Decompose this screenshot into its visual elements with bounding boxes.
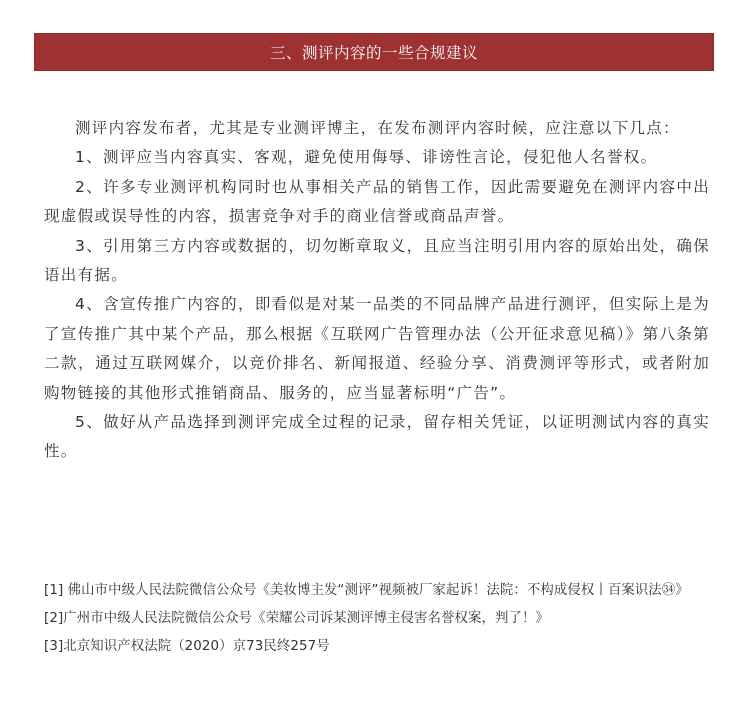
reference-item: [2]广州市中级人民法院微信公众号《荣耀公司诉某测评博主侵害名誉权案，判了！》 (44, 611, 549, 626)
article-body (44, 114, 710, 467)
section-title: 三、测评内容的一些合规建议 (269, 44, 478, 62)
list-item: 3、引用第三方内容或数据的，切勿断章取义，且应当注明引用内容的原始出处，确保语出有据。 (44, 236, 710, 285)
references (44, 577, 714, 661)
section-header-banner (34, 33, 714, 71)
list-item: 4、含宣传推广内容的，即看似是对某一品类的不同品牌产品进行测评，但实际上是为了宣传推广其中某个产品，那么根据《互联网广告管理办法（公开征求意见稿）》第八条第二款，通过互联网媒介，以竞价排名、新闻报道、经验分享、消费测评等形式，或者附加购物链接的其他形式推销商品、服务的，应当显著标明“广告”。 (44, 295, 710, 402)
list-item: 5、做好从产品选择到测评完成全过程的记录，留存相关凭证，以证明测试内容的真实性。 (44, 413, 710, 461)
reference-item: [3]北京知识产权法院（2020）京73民终257号 (44, 639, 330, 654)
list-item: 2、许多专业测评机构同时也从事相关产品的销售工作，因此需要避免在测评内容中出现虚假或误导性的内容，损害竞争对手的商业信誉或商品声誉。 (44, 177, 710, 226)
list-item: 1、测评应当内容真实、客观，避免使用侮辱、诽谤性言论，侵犯他人名誉权。 (75, 148, 658, 167)
reference-item: [1] 佛山市中级人民法院微信公众号《美妆博主发“测评”视频被厂家起诉！法院：不构成侵权丨百案识法㉞》 (44, 583, 689, 598)
intro-paragraph: 测评内容发布者，尤其是专业测评博主，在发布测评内容时候，应注意以下几点： (75, 119, 680, 137)
